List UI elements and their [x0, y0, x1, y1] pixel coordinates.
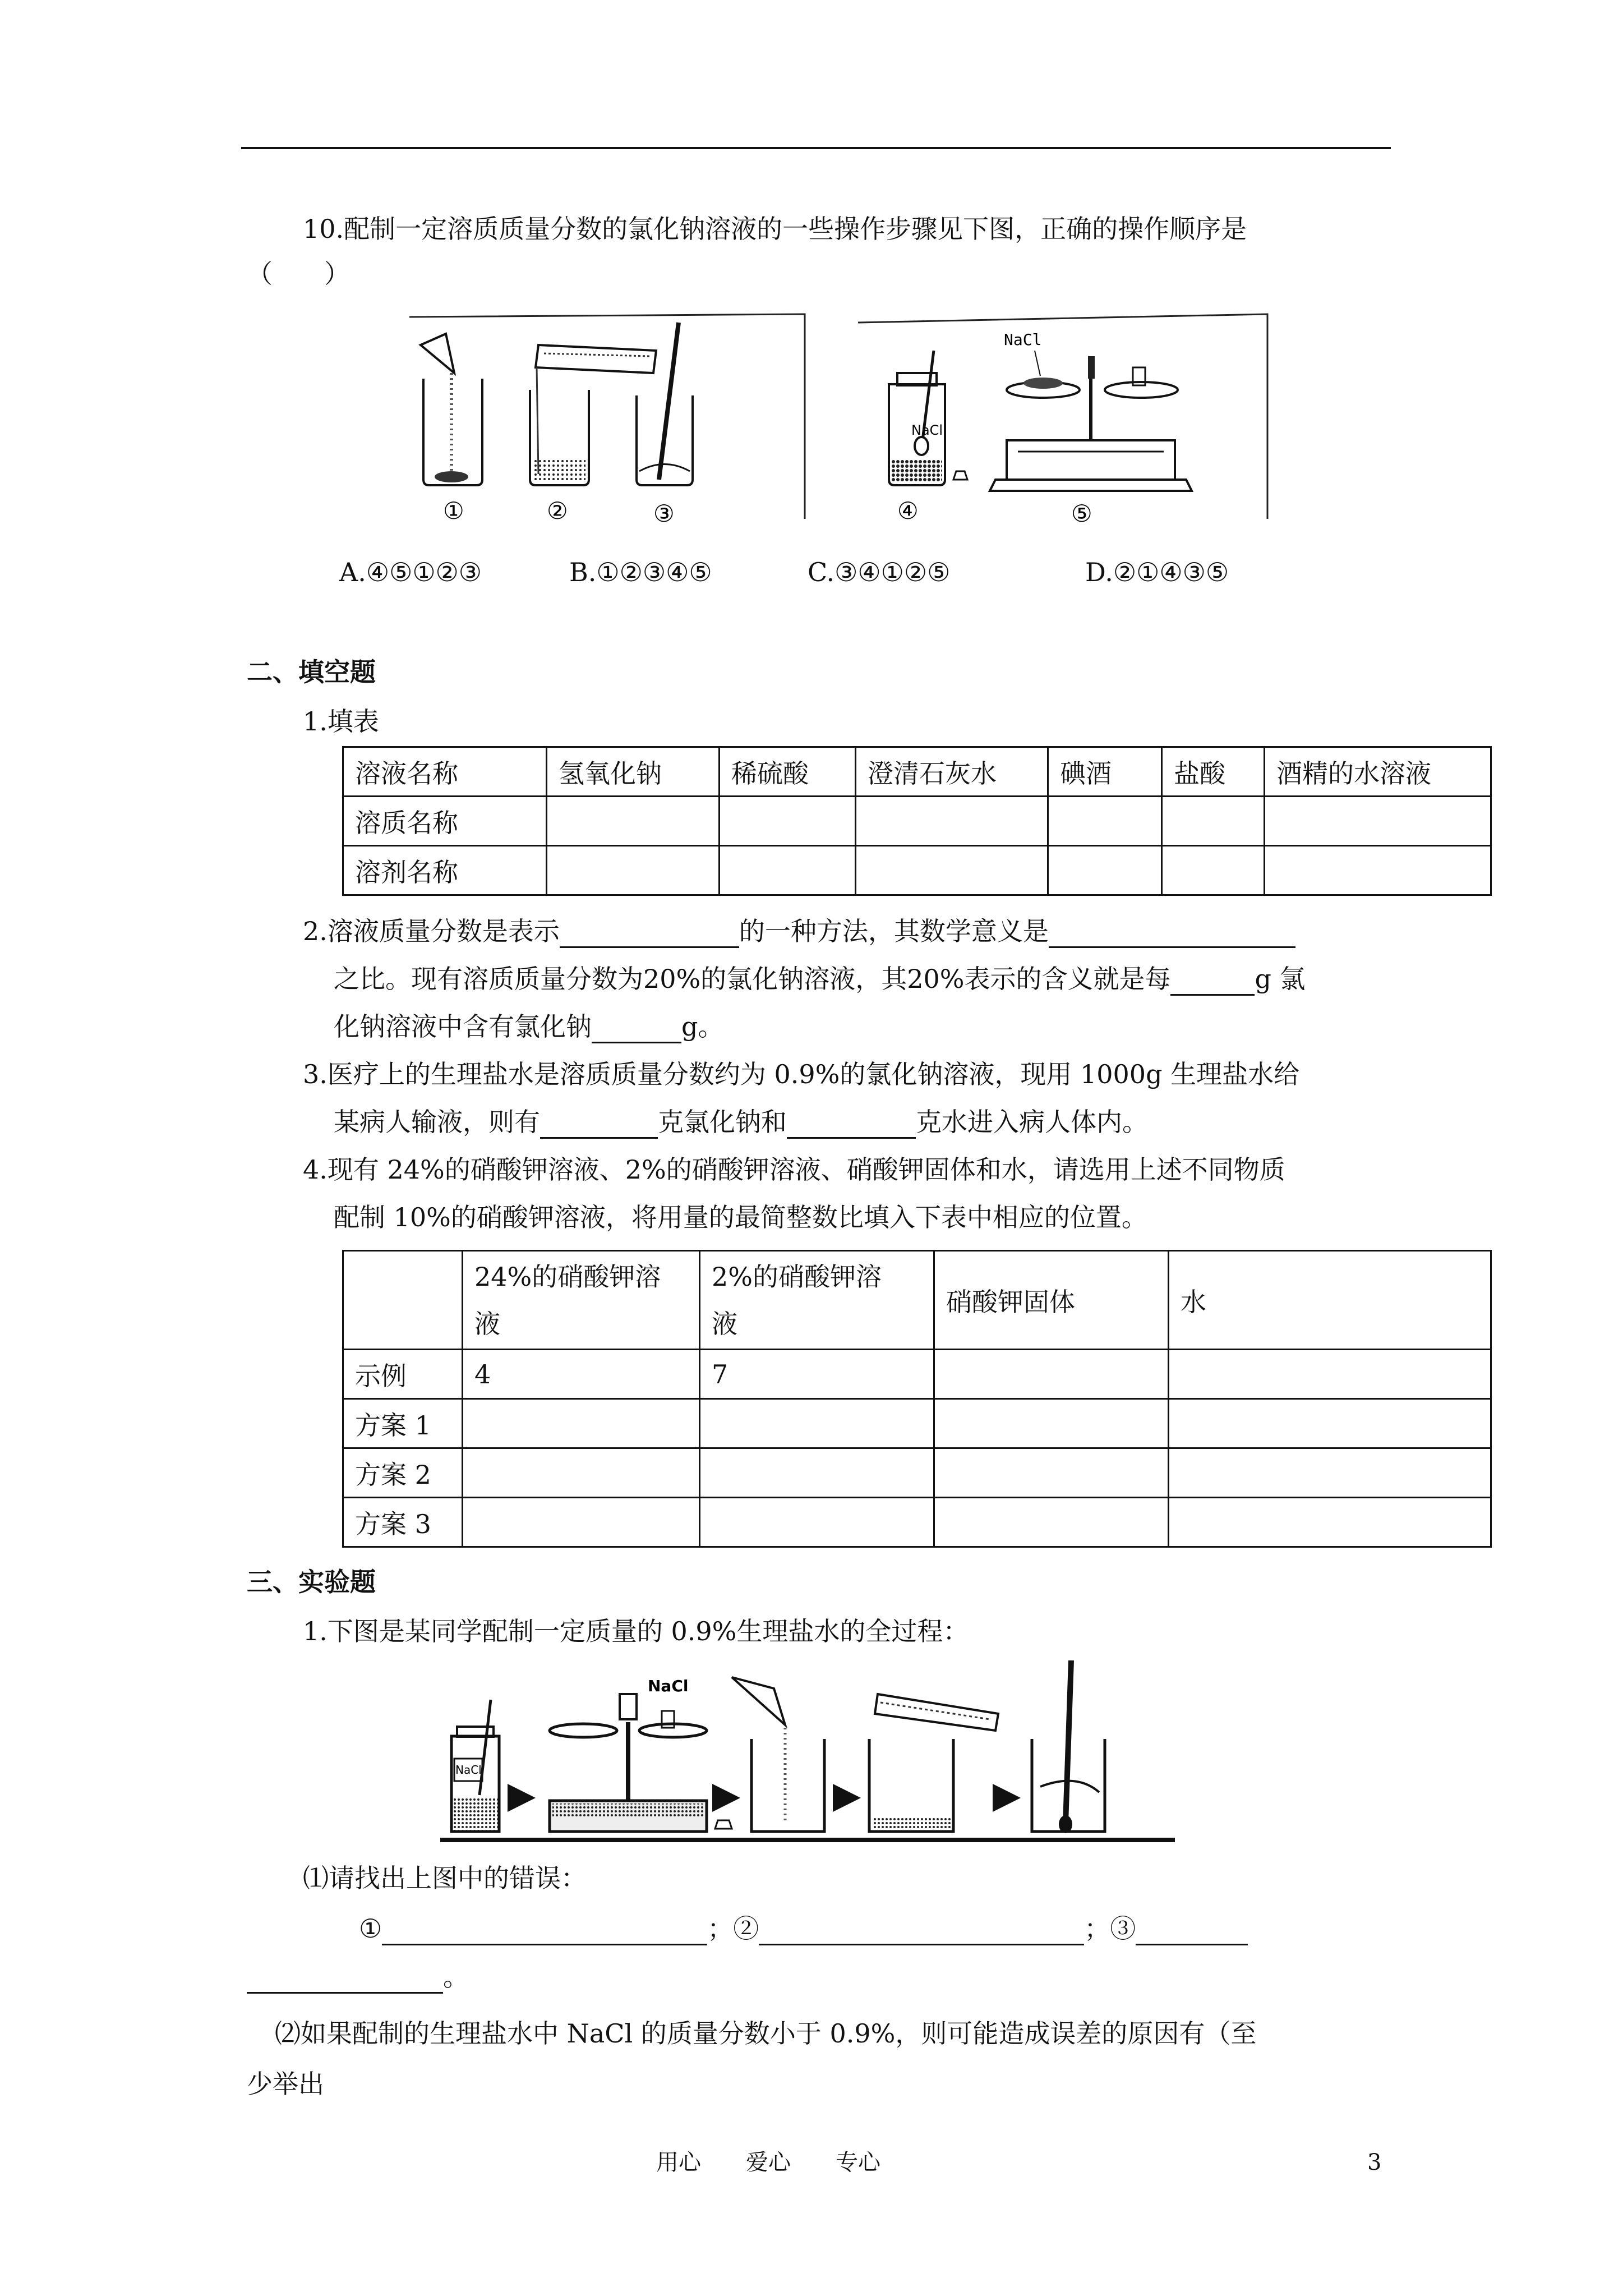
fig-beaker-thermometer-icon [1032, 1660, 1105, 1833]
q2-3-text-b: 克氯化钠和 [658, 1107, 787, 1137]
section2-heading: 二、填空题 [247, 657, 376, 687]
table2-header-1a: 24%的硝酸钾溶 [474, 1261, 661, 1292]
table1-cell[interactable] [1162, 846, 1265, 895]
page-number: 3 [1367, 2150, 1382, 2175]
table2-cell[interactable] [1169, 1498, 1491, 1547]
table1-cell[interactable] [1265, 797, 1491, 846]
q2-2-text-b: 的一种方法，其数学意义是 [739, 916, 1049, 946]
q2-2-blank-3[interactable] [1170, 967, 1255, 996]
table2-cell[interactable] [700, 1498, 934, 1547]
q2-1-title: 1.填表 [303, 706, 379, 737]
table1-header-4: 碘酒 [1048, 747, 1162, 797]
fig-bottle-label: NaCl [455, 1763, 482, 1777]
q2-2-line3 [334, 1010, 723, 1043]
step-label-4: ④ [897, 497, 919, 524]
table2-header-4: 水 [1169, 1251, 1491, 1350]
q3-blank-3-cont[interactable] [247, 1965, 443, 1994]
table2-row-label: 方案 2 [343, 1448, 463, 1498]
q2-2-text-f: g。 [681, 1011, 724, 1042]
q3-sub2-line1: ⑵如果配制的生理盐水中 NaCl 的质量分数小于 0.9%，则可能造成误差的原因有（至 [275, 2018, 1257, 2049]
table1-header-6: 酒精的水溶液 [1265, 747, 1491, 797]
table1-header-1: 氢氧化钠 [547, 747, 720, 797]
q2-4-line2: 配制 10%的硝酸钾溶液，将用量的最简整数比填入下表中相应的位置。 [334, 1202, 1147, 1232]
header-rule [241, 147, 1391, 149]
balance-label: NaCl [1004, 330, 1042, 349]
q3-1-intro: 1.下图是某同学配制一定质量的 0.9%生理盐水的全过程： [303, 1616, 969, 1646]
q3-sub1-answers [359, 1912, 1248, 1945]
table1-header-2: 稀硫酸 [720, 747, 856, 797]
table1-cell[interactable] [720, 846, 856, 895]
table2-corner [343, 1251, 463, 1350]
table2-cell[interactable] [1169, 1448, 1491, 1498]
q3-blank-3[interactable] [1136, 1917, 1248, 1945]
q2-3-text-c: 克水进入病人体内。 [916, 1107, 1148, 1137]
table1-header-5: 盐酸 [1162, 747, 1265, 797]
table1-row2-label: 溶剂名称 [343, 846, 547, 895]
q3-sub1-end: 。 [443, 1962, 469, 1992]
table1-cell[interactable] [1048, 797, 1162, 846]
q10-stem: 10.配制一定溶质质量分数的氯化钠溶液的一些操作步骤见下图，正确的操作顺序是 [303, 214, 1247, 244]
step-label-1: ① [443, 497, 464, 524]
fig-balance-scale-icon [550, 1677, 732, 1832]
table2-header-2 [700, 1251, 934, 1350]
q3-mark-3: ；③ [1084, 1913, 1136, 1944]
table1-cell[interactable] [856, 797, 1048, 846]
table2-cell[interactable] [1169, 1399, 1491, 1448]
table2-cell[interactable] [463, 1399, 700, 1448]
q2-2-text-a: 2.溶液质量分数是表示 [303, 916, 560, 946]
q2-3-line1: 3.医疗上的生理盐水是溶质质量分数约为 0.9%的氯化钠溶液，现用 1000g 生理盐水给 [303, 1059, 1300, 1089]
fig-nacl-bottle-icon [451, 1700, 499, 1832]
q2-2-text-d: g 氯 [1255, 964, 1306, 994]
beaker-stirring-icon [637, 323, 693, 485]
kno3-table [342, 1250, 1492, 1548]
table1-row1-label: 溶质名称 [343, 797, 547, 846]
q2-2-blank-4[interactable] [592, 1015, 681, 1043]
table2-header-2b: 液 [712, 1308, 737, 1339]
q3-blank-1[interactable] [382, 1917, 707, 1945]
q3-sub2-line2: 少举出 [247, 2069, 324, 2099]
nacl-bottle-icon [889, 351, 967, 485]
q10-figure-right [855, 311, 1270, 530]
table1-cell[interactable] [547, 846, 720, 895]
q2-3-blank-2[interactable] [787, 1110, 916, 1139]
table1-cell[interactable] [1265, 846, 1491, 895]
q3-sub1: ⑴请找出上图中的错误： [303, 1863, 587, 1893]
q2-2-text-e: 化钠溶液中含有氯化钠 [334, 1011, 592, 1042]
q2-3-text-a: 某病人输液，则有 [334, 1107, 540, 1137]
fig-balance-label: NaCl [648, 1677, 689, 1695]
fig-beaker-solid-icon [732, 1677, 824, 1832]
table2-row-label: 方案 1 [343, 1399, 463, 1448]
q2-2-line1 [303, 914, 1295, 948]
q3-mark-2: ；② [707, 1913, 759, 1944]
table1-cell[interactable] [547, 797, 720, 846]
table2-cell[interactable] [934, 1350, 1169, 1399]
table1-cell[interactable] [856, 846, 1048, 895]
q2-3-blank-1[interactable] [540, 1110, 658, 1139]
table2-header-3: 硝酸钾固体 [934, 1251, 1169, 1350]
table2-header-1b: 液 [474, 1308, 500, 1339]
table2-cell[interactable] [700, 1399, 934, 1448]
beaker-pouring-solid-icon [421, 334, 482, 485]
fig-beaker-water-icon [869, 1694, 998, 1832]
table2-cell[interactable] [934, 1399, 1169, 1448]
table1-cell[interactable] [1048, 846, 1162, 895]
footer-motto: 用心 爱心 专心 [656, 2150, 880, 2175]
q2-4-line1: 4.现有 24%的硝酸钾溶液、2%的硝酸钾溶液、硝酸钾固体和水，请选用上述不同物质 [303, 1154, 1285, 1185]
table1-cell[interactable] [1162, 797, 1265, 846]
table2-cell: 4 [463, 1350, 700, 1399]
step-label-3: ③ [653, 500, 675, 527]
q10-figure-left [404, 311, 808, 530]
q3-blank-2[interactable] [759, 1917, 1084, 1945]
table2-cell[interactable] [463, 1448, 700, 1498]
q10-option-a[interactable]: A.④⑤①②③ [339, 557, 482, 587]
table1-header-0: 溶液名称 [343, 747, 547, 797]
step-label-2: ② [547, 497, 568, 524]
q3-mark-1: ① [359, 1913, 382, 1944]
table2-cell[interactable] [1169, 1350, 1491, 1399]
step-label-5: ⑤ [1071, 500, 1092, 527]
saline-process-figure [437, 1660, 1178, 1851]
table2-cell[interactable] [934, 1448, 1169, 1498]
q2-2-blank-2[interactable] [1049, 919, 1295, 948]
table1-header-3: 澄清石灰水 [856, 747, 1048, 797]
q2-2-text-c: 之比。现有溶质质量分数为20%的氯化钠溶液，其20%表示的含义就是每 [334, 964, 1171, 994]
table2-row-label: 示例 [343, 1350, 463, 1399]
table1-cell[interactable] [720, 797, 856, 846]
q2-2-line2 [334, 962, 1306, 996]
table2-cell[interactable] [934, 1498, 1169, 1547]
q3-sub1-cont [247, 1960, 469, 1994]
table2-header-1 [463, 1251, 700, 1350]
q10-option-d[interactable]: D.②①④③⑤ [1085, 557, 1229, 587]
table2-cell: 7 [700, 1350, 934, 1399]
q10-paren: （ ） [247, 259, 350, 289]
q2-2-blank-1[interactable] [560, 919, 739, 948]
q2-3-line2 [334, 1105, 1148, 1139]
table2-cell[interactable] [700, 1448, 934, 1498]
solution-table [342, 746, 1492, 896]
table2-row-label: 方案 3 [343, 1498, 463, 1547]
table2-header-2a: 2%的硝酸钾溶 [712, 1261, 882, 1292]
section3-heading: 三、实验题 [247, 1567, 376, 1597]
q10-option-b[interactable]: B.①②③④⑤ [569, 557, 712, 587]
table2-cell[interactable] [463, 1498, 700, 1547]
balance-scale-icon [990, 330, 1192, 491]
q10-option-c[interactable]: C.③④①②⑤ [808, 557, 951, 587]
bottle-label: NaCl [911, 422, 943, 438]
